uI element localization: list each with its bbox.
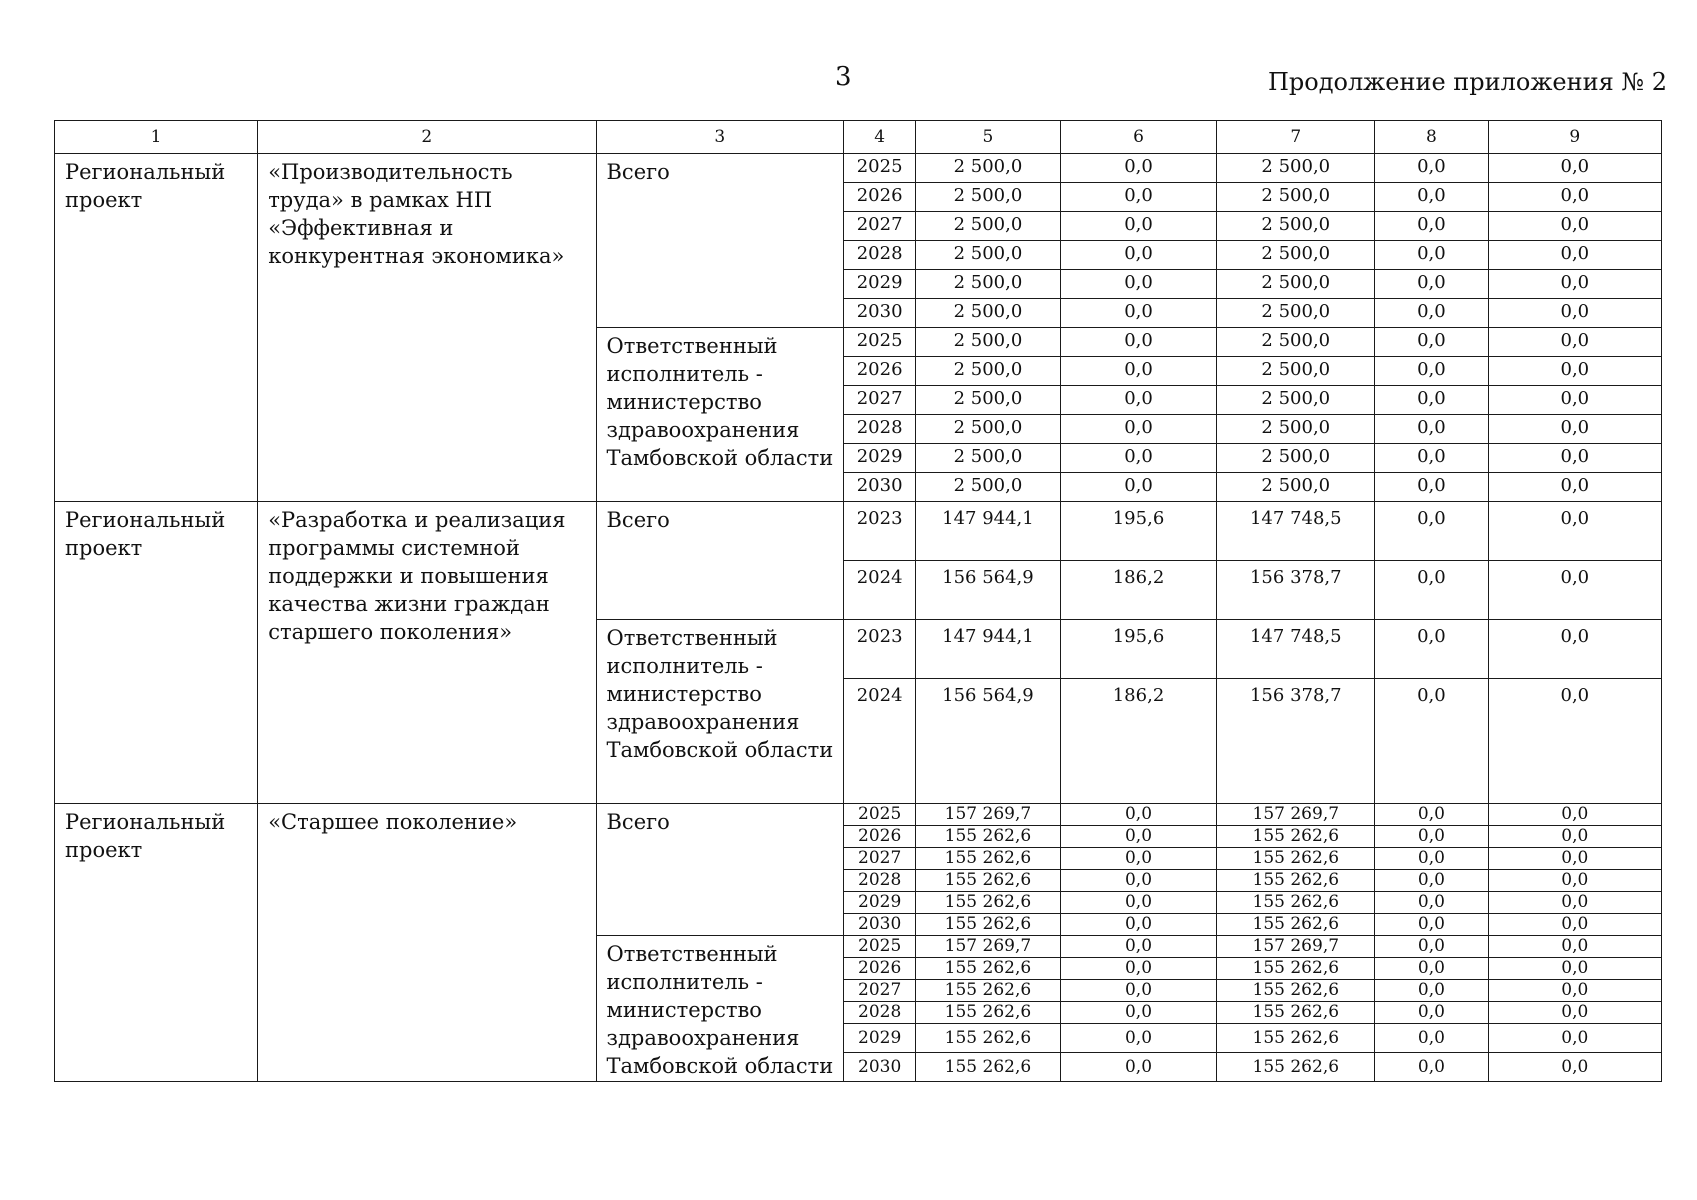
regional-amount-cell: 147 748,5 xyxy=(1217,620,1375,679)
regional-amount-cell: 2 500,0 xyxy=(1217,183,1375,212)
federal-amount-cell: 0,0 xyxy=(1060,241,1217,270)
total-amount-cell: 2 500,0 xyxy=(916,299,1060,328)
extra-budget-amount-cell: 0,0 xyxy=(1488,1053,1661,1082)
federal-amount-cell: 195,6 xyxy=(1060,502,1217,561)
year-cell: 2028 xyxy=(844,241,916,270)
local-amount-cell: 0,0 xyxy=(1375,848,1488,870)
total-amount-cell: 155 262,6 xyxy=(916,826,1060,848)
local-amount-cell: 0,0 xyxy=(1375,270,1488,299)
regional-amount-cell: 2 500,0 xyxy=(1217,444,1375,473)
local-amount-cell: 0,0 xyxy=(1375,914,1488,936)
federal-amount-cell: 0,0 xyxy=(1060,212,1217,241)
year-cell: 2024 xyxy=(844,679,916,804)
year-cell: 2030 xyxy=(844,299,916,328)
local-amount-cell: 0,0 xyxy=(1375,958,1488,980)
extra-budget-amount-cell: 0,0 xyxy=(1488,892,1661,914)
regional-amount-cell: 155 262,6 xyxy=(1217,980,1375,1002)
local-amount-cell: 0,0 xyxy=(1375,473,1488,502)
funding-source-cell: Ответственный исполнитель - министерство здравоохранения Тамбовской области xyxy=(596,328,844,502)
year-cell: 2029 xyxy=(844,270,916,299)
year-cell: 2027 xyxy=(844,980,916,1002)
total-amount-cell: 2 500,0 xyxy=(916,357,1060,386)
extra-budget-amount-cell: 0,0 xyxy=(1488,241,1661,270)
funding-table-container xyxy=(54,120,1662,1082)
year-cell: 2023 xyxy=(844,620,916,679)
year-cell: 2025 xyxy=(844,154,916,183)
column-header: 2 xyxy=(258,121,596,154)
total-amount-cell: 2 500,0 xyxy=(916,183,1060,212)
total-amount-cell: 147 944,1 xyxy=(916,620,1060,679)
extra-budget-amount-cell: 0,0 xyxy=(1488,848,1661,870)
page-number: 3 xyxy=(835,62,852,92)
year-cell: 2030 xyxy=(844,473,916,502)
local-amount-cell: 0,0 xyxy=(1375,386,1488,415)
federal-amount-cell: 0,0 xyxy=(1060,415,1217,444)
column-header: 4 xyxy=(844,121,916,154)
extra-budget-amount-cell: 0,0 xyxy=(1488,1024,1661,1053)
total-amount-cell: 155 262,6 xyxy=(916,980,1060,1002)
total-amount-cell: 155 262,6 xyxy=(916,914,1060,936)
regional-amount-cell: 2 500,0 xyxy=(1217,154,1375,183)
table-row xyxy=(55,502,1662,561)
extra-budget-amount-cell: 0,0 xyxy=(1488,914,1661,936)
year-cell: 2027 xyxy=(844,848,916,870)
total-amount-cell: 2 500,0 xyxy=(916,270,1060,299)
project-name-cell: «Разработка и реализация программы системной поддержки и повышения качества жизни граждан старшего поколения» xyxy=(258,502,596,804)
extra-budget-amount-cell: 0,0 xyxy=(1488,328,1661,357)
local-amount-cell: 0,0 xyxy=(1375,892,1488,914)
federal-amount-cell: 0,0 xyxy=(1060,804,1217,826)
year-cell: 2025 xyxy=(844,328,916,357)
total-amount-cell: 2 500,0 xyxy=(916,241,1060,270)
total-amount-cell: 2 500,0 xyxy=(916,444,1060,473)
federal-amount-cell: 0,0 xyxy=(1060,1024,1217,1053)
year-cell: 2028 xyxy=(844,870,916,892)
local-amount-cell: 0,0 xyxy=(1375,936,1488,958)
project-name-cell: «Производительность труда» в рамках НП «Эффективная и конкурентная экономика» xyxy=(258,154,596,502)
funding-source-cell: Всего xyxy=(596,154,844,328)
extra-budget-amount-cell: 0,0 xyxy=(1488,1002,1661,1024)
regional-amount-cell: 2 500,0 xyxy=(1217,473,1375,502)
year-cell: 2024 xyxy=(844,561,916,620)
year-cell: 2029 xyxy=(844,892,916,914)
extra-budget-amount-cell: 0,0 xyxy=(1488,357,1661,386)
local-amount-cell: 0,0 xyxy=(1375,826,1488,848)
project-name-cell: «Старшее поколение» xyxy=(258,804,596,1082)
federal-amount-cell: 195,6 xyxy=(1060,620,1217,679)
year-cell: 2028 xyxy=(844,415,916,444)
total-amount-cell: 2 500,0 xyxy=(916,473,1060,502)
total-amount-cell: 2 500,0 xyxy=(916,415,1060,444)
local-amount-cell: 0,0 xyxy=(1375,1053,1488,1082)
year-cell: 2027 xyxy=(844,212,916,241)
table-row xyxy=(55,804,1662,826)
year-cell: 2026 xyxy=(844,826,916,848)
federal-amount-cell: 0,0 xyxy=(1060,473,1217,502)
funding-source-cell: Ответственный исполнитель - министерство здравоохранения Тамбовской области xyxy=(596,620,844,804)
total-amount-cell: 155 262,6 xyxy=(916,870,1060,892)
federal-amount-cell: 0,0 xyxy=(1060,357,1217,386)
total-amount-cell: 156 564,9 xyxy=(916,679,1060,804)
extra-budget-amount-cell: 0,0 xyxy=(1488,154,1661,183)
year-cell: 2029 xyxy=(844,1024,916,1053)
extra-budget-amount-cell: 0,0 xyxy=(1488,620,1661,679)
project-type-cell: Региональный проект xyxy=(55,154,258,502)
year-cell: 2023 xyxy=(844,502,916,561)
regional-amount-cell: 2 500,0 xyxy=(1217,270,1375,299)
extra-budget-amount-cell: 0,0 xyxy=(1488,870,1661,892)
federal-amount-cell: 0,0 xyxy=(1060,892,1217,914)
year-cell: 2025 xyxy=(844,804,916,826)
year-cell: 2027 xyxy=(844,386,916,415)
total-amount-cell: 155 262,6 xyxy=(916,1024,1060,1053)
local-amount-cell: 0,0 xyxy=(1375,870,1488,892)
local-amount-cell: 0,0 xyxy=(1375,357,1488,386)
local-amount-cell: 0,0 xyxy=(1375,299,1488,328)
federal-amount-cell: 0,0 xyxy=(1060,914,1217,936)
total-amount-cell: 155 262,6 xyxy=(916,958,1060,980)
local-amount-cell: 0,0 xyxy=(1375,328,1488,357)
regional-amount-cell: 147 748,5 xyxy=(1217,502,1375,561)
local-amount-cell: 0,0 xyxy=(1375,980,1488,1002)
federal-amount-cell: 0,0 xyxy=(1060,848,1217,870)
regional-amount-cell: 157 269,7 xyxy=(1217,804,1375,826)
regional-amount-cell: 2 500,0 xyxy=(1217,386,1375,415)
total-amount-cell: 155 262,6 xyxy=(916,1002,1060,1024)
extra-budget-amount-cell: 0,0 xyxy=(1488,299,1661,328)
total-amount-cell: 155 262,6 xyxy=(916,892,1060,914)
regional-amount-cell: 155 262,6 xyxy=(1217,1024,1375,1053)
total-amount-cell: 157 269,7 xyxy=(916,936,1060,958)
total-amount-cell: 155 262,6 xyxy=(916,848,1060,870)
table-body xyxy=(55,154,1662,1082)
regional-amount-cell: 157 269,7 xyxy=(1217,936,1375,958)
table-row xyxy=(55,154,1662,183)
year-cell: 2030 xyxy=(844,914,916,936)
regional-amount-cell: 155 262,6 xyxy=(1217,848,1375,870)
regional-amount-cell: 155 262,6 xyxy=(1217,826,1375,848)
local-amount-cell: 0,0 xyxy=(1375,502,1488,561)
year-cell: 2029 xyxy=(844,444,916,473)
regional-amount-cell: 155 262,6 xyxy=(1217,1002,1375,1024)
regional-amount-cell: 2 500,0 xyxy=(1217,299,1375,328)
regional-amount-cell: 155 262,6 xyxy=(1217,892,1375,914)
local-amount-cell: 0,0 xyxy=(1375,679,1488,804)
year-cell: 2028 xyxy=(844,1002,916,1024)
federal-amount-cell: 0,0 xyxy=(1060,183,1217,212)
total-amount-cell: 156 564,9 xyxy=(916,561,1060,620)
extra-budget-amount-cell: 0,0 xyxy=(1488,386,1661,415)
federal-amount-cell: 0,0 xyxy=(1060,154,1217,183)
year-cell: 2030 xyxy=(844,1053,916,1082)
local-amount-cell: 0,0 xyxy=(1375,1002,1488,1024)
extra-budget-amount-cell: 0,0 xyxy=(1488,502,1661,561)
total-amount-cell: 157 269,7 xyxy=(916,804,1060,826)
appendix-continuation-note: Продолжение приложения № 2 xyxy=(1267,68,1667,96)
federal-amount-cell: 186,2 xyxy=(1060,679,1217,804)
extra-budget-amount-cell: 0,0 xyxy=(1488,826,1661,848)
column-header: 5 xyxy=(916,121,1060,154)
extra-budget-amount-cell: 0,0 xyxy=(1488,270,1661,299)
local-amount-cell: 0,0 xyxy=(1375,1024,1488,1053)
extra-budget-amount-cell: 0,0 xyxy=(1488,804,1661,826)
column-header: 3 xyxy=(596,121,844,154)
year-cell: 2026 xyxy=(844,357,916,386)
local-amount-cell: 0,0 xyxy=(1375,212,1488,241)
federal-amount-cell: 0,0 xyxy=(1060,936,1217,958)
funding-source-cell: Ответственный исполнитель - министерство здравоохранения Тамбовской области xyxy=(596,936,844,1082)
federal-amount-cell: 0,0 xyxy=(1060,328,1217,357)
total-amount-cell: 147 944,1 xyxy=(916,502,1060,561)
column-header: 9 xyxy=(1488,121,1661,154)
regional-amount-cell: 2 500,0 xyxy=(1217,241,1375,270)
federal-amount-cell: 0,0 xyxy=(1060,958,1217,980)
local-amount-cell: 0,0 xyxy=(1375,415,1488,444)
regional-amount-cell: 156 378,7 xyxy=(1217,679,1375,804)
local-amount-cell: 0,0 xyxy=(1375,444,1488,473)
extra-budget-amount-cell: 0,0 xyxy=(1488,561,1661,620)
federal-amount-cell: 0,0 xyxy=(1060,270,1217,299)
column-header: 7 xyxy=(1217,121,1375,154)
regional-amount-cell: 2 500,0 xyxy=(1217,212,1375,241)
funding-table xyxy=(54,120,1662,1082)
regional-amount-cell: 2 500,0 xyxy=(1217,328,1375,357)
total-amount-cell: 2 500,0 xyxy=(916,212,1060,241)
project-type-cell: Региональный проект xyxy=(55,804,258,1082)
regional-amount-cell: 2 500,0 xyxy=(1217,357,1375,386)
total-amount-cell: 2 500,0 xyxy=(916,386,1060,415)
regional-amount-cell: 155 262,6 xyxy=(1217,1053,1375,1082)
extra-budget-amount-cell: 0,0 xyxy=(1488,679,1661,804)
federal-amount-cell: 0,0 xyxy=(1060,444,1217,473)
year-cell: 2026 xyxy=(844,183,916,212)
extra-budget-amount-cell: 0,0 xyxy=(1488,212,1661,241)
extra-budget-amount-cell: 0,0 xyxy=(1488,980,1661,1002)
extra-budget-amount-cell: 0,0 xyxy=(1488,444,1661,473)
federal-amount-cell: 0,0 xyxy=(1060,299,1217,328)
local-amount-cell: 0,0 xyxy=(1375,241,1488,270)
federal-amount-cell: 0,0 xyxy=(1060,980,1217,1002)
column-header: 8 xyxy=(1375,121,1488,154)
federal-amount-cell: 0,0 xyxy=(1060,870,1217,892)
year-cell: 2026 xyxy=(844,958,916,980)
federal-amount-cell: 0,0 xyxy=(1060,1053,1217,1082)
column-header: 1 xyxy=(55,121,258,154)
column-number-row xyxy=(55,121,1662,154)
federal-amount-cell: 0,0 xyxy=(1060,1002,1217,1024)
extra-budget-amount-cell: 0,0 xyxy=(1488,936,1661,958)
extra-budget-amount-cell: 0,0 xyxy=(1488,958,1661,980)
local-amount-cell: 0,0 xyxy=(1375,561,1488,620)
federal-amount-cell: 0,0 xyxy=(1060,386,1217,415)
column-header: 6 xyxy=(1060,121,1217,154)
regional-amount-cell: 156 378,7 xyxy=(1217,561,1375,620)
project-type-cell: Региональный проект xyxy=(55,502,258,804)
extra-budget-amount-cell: 0,0 xyxy=(1488,415,1661,444)
total-amount-cell: 155 262,6 xyxy=(916,1053,1060,1082)
year-cell: 2025 xyxy=(844,936,916,958)
extra-budget-amount-cell: 0,0 xyxy=(1488,183,1661,212)
regional-amount-cell: 155 262,6 xyxy=(1217,914,1375,936)
federal-amount-cell: 0,0 xyxy=(1060,826,1217,848)
federal-amount-cell: 186,2 xyxy=(1060,561,1217,620)
local-amount-cell: 0,0 xyxy=(1375,620,1488,679)
regional-amount-cell: 155 262,6 xyxy=(1217,958,1375,980)
funding-source-cell: Всего xyxy=(596,804,844,936)
regional-amount-cell: 2 500,0 xyxy=(1217,415,1375,444)
total-amount-cell: 2 500,0 xyxy=(916,328,1060,357)
extra-budget-amount-cell: 0,0 xyxy=(1488,473,1661,502)
local-amount-cell: 0,0 xyxy=(1375,183,1488,212)
funding-source-cell: Всего xyxy=(596,502,844,620)
total-amount-cell: 2 500,0 xyxy=(916,154,1060,183)
regional-amount-cell: 155 262,6 xyxy=(1217,870,1375,892)
local-amount-cell: 0,0 xyxy=(1375,804,1488,826)
local-amount-cell: 0,0 xyxy=(1375,154,1488,183)
